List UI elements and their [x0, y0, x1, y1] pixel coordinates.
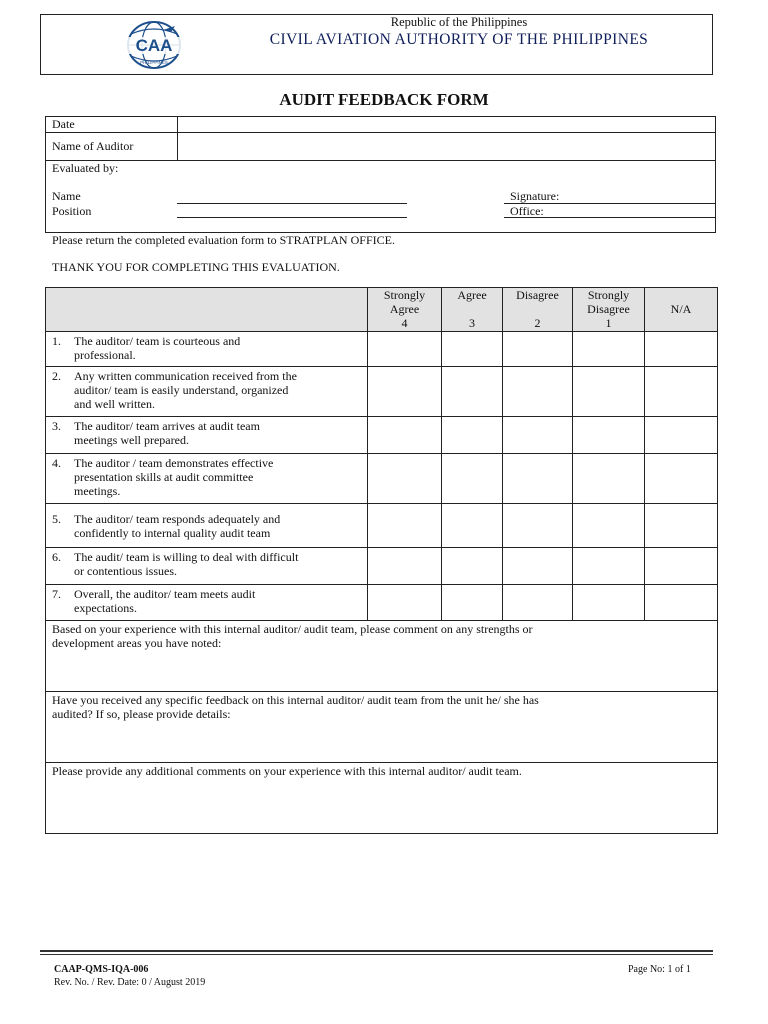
rating-cell-strongly-disagree[interactable] [573, 454, 645, 504]
comment-box-strengths[interactable]: Based on your experience with this internal auditor/ audit team, please comment on any strengths or development areas you have noted: [46, 621, 718, 692]
question-row [46, 454, 718, 504]
rating-cell-strongly-disagree[interactable] [573, 367, 645, 417]
auditor-name-field[interactable] [178, 133, 716, 161]
question-header-cell [46, 288, 368, 332]
info-table [45, 116, 716, 233]
rating-cell-strongly-disagree[interactable] [573, 417, 645, 454]
name-label: Name [52, 189, 81, 203]
rating-cell-strongly-agree[interactable] [368, 548, 442, 585]
question-text: 3. The auditor/ team arrives at audit team meetings well prepared. [46, 417, 368, 454]
svg-text:PHILIPPINES: PHILIPPINES [140, 60, 168, 65]
republic-text: Republic of the Philippines [390, 15, 528, 29]
revision-info: Rev. No. / Rev. Date: 0 / August 2019 [54, 977, 206, 988]
page-number: Page No: 1 of 1 [628, 964, 691, 975]
question-row [46, 367, 718, 417]
rating-cell-strongly-agree[interactable] [368, 417, 442, 454]
rating-cell-na[interactable] [645, 585, 718, 621]
rating-cell-disagree[interactable] [503, 417, 573, 454]
question-row [46, 585, 718, 621]
name-line[interactable] [177, 203, 407, 204]
rating-cell-disagree[interactable] [503, 585, 573, 621]
rating-cell-agree[interactable] [442, 367, 503, 417]
auditor-name-label: Name of Auditor [46, 133, 178, 161]
rating-cell-strongly-disagree[interactable] [573, 332, 645, 367]
rating-cell-na[interactable] [645, 417, 718, 454]
question-text: 7. Overall, the auditor/ team meets audit expectations. [46, 585, 368, 621]
comment-row-strengths [46, 621, 718, 692]
evaluated-by-section [46, 161, 716, 233]
document-code: CAAP-QMS-IQA-006 [54, 964, 149, 975]
rating-cell-disagree[interactable] [503, 454, 573, 504]
rating-cell-strongly-agree[interactable] [368, 454, 442, 504]
comment-row-unit-feedback [46, 692, 718, 763]
question-text: 2. Any written communication received from the auditor/ team is easily understand, organized and well written. [46, 367, 368, 417]
question-row [46, 332, 718, 367]
rating-cell-agree[interactable] [442, 504, 503, 548]
position-line[interactable] [177, 217, 407, 218]
rating-header-agree: Agree 3 [442, 288, 503, 332]
question-text: 1. The auditor/ team is courteous and professional. [46, 332, 368, 367]
rating-cell-disagree[interactable] [503, 367, 573, 417]
rating-header-na: N/A [645, 288, 718, 332]
office-label: Office: [510, 204, 544, 218]
rating-header-strongly-disagree: Strongly Disagree 1 [573, 288, 645, 332]
form-title: AUDIT FEEDBACK FORM [279, 90, 489, 109]
signature-label: Signature: [510, 189, 560, 203]
rating-header-disagree: Disagree 2 [503, 288, 573, 332]
thank-you-note: THANK YOU FOR COMPLETING THIS EVALUATION. [52, 260, 340, 274]
comment-row-additional [46, 763, 718, 834]
evaluated-by-label: Evaluated by: [52, 161, 119, 175]
rating-cell-agree[interactable] [442, 585, 503, 621]
comment-box-unit-feedback[interactable]: Have you received any specific feedback on this internal auditor/ audit team from the unit he/ she has audited? If so, please provide details: [46, 692, 718, 763]
question-text: 4. The auditor / team demonstrates effective presentation skills at audit committee meetings. [46, 454, 368, 504]
rating-cell-disagree[interactable] [503, 504, 573, 548]
rating-cell-strongly-agree[interactable] [368, 367, 442, 417]
rating-cell-strongly-agree[interactable] [368, 504, 442, 548]
rating-cell-disagree[interactable] [503, 332, 573, 367]
rating-cell-agree[interactable] [442, 454, 503, 504]
rating-cell-strongly-agree[interactable] [368, 585, 442, 621]
rating-cell-strongly-disagree[interactable] [573, 548, 645, 585]
question-text: 5. The auditor/ team responds adequately and confidently to internal quality audit team [46, 504, 368, 548]
rating-cell-agree[interactable] [442, 548, 503, 585]
rating-cell-agree[interactable] [442, 332, 503, 367]
evaluation-table [45, 287, 718, 834]
rating-cell-na[interactable] [645, 367, 718, 417]
rating-cell-na[interactable] [645, 332, 718, 367]
date-label: Date [46, 117, 178, 133]
position-label: Position [52, 204, 92, 218]
return-instruction: Please return the completed evaluation form to STRATPLAN OFFICE. [52, 233, 395, 247]
comment-box-additional[interactable]: Please provide any additional comments on your experience with this internal auditor/ audit team. [46, 763, 718, 834]
authority-name: CIVIL AVIATION AUTHORITY OF THE PHILIPPINES [269, 31, 649, 48]
rating-cell-na[interactable] [645, 504, 718, 548]
office-line[interactable] [504, 217, 716, 218]
svg-text:CAA: CAA [135, 36, 173, 55]
date-field[interactable] [178, 117, 716, 133]
question-text: 6. The audit/ team is willing to deal with difficult or contentious issues. [46, 548, 368, 585]
footer-rule [40, 950, 713, 952]
question-row [46, 504, 718, 548]
footer-rule-thin [40, 954, 713, 955]
rating-cell-strongly-agree[interactable] [368, 332, 442, 367]
rating-header-row [46, 288, 718, 332]
question-row [46, 417, 718, 454]
rating-cell-disagree[interactable] [503, 548, 573, 585]
rating-cell-na[interactable] [645, 548, 718, 585]
rating-header-strongly-agree: Strongly Agree 4 [368, 288, 442, 332]
rating-cell-na[interactable] [645, 454, 718, 504]
question-row [46, 548, 718, 585]
rating-cell-strongly-disagree[interactable] [573, 585, 645, 621]
rating-cell-strongly-disagree[interactable] [573, 504, 645, 548]
rating-cell-agree[interactable] [442, 417, 503, 454]
